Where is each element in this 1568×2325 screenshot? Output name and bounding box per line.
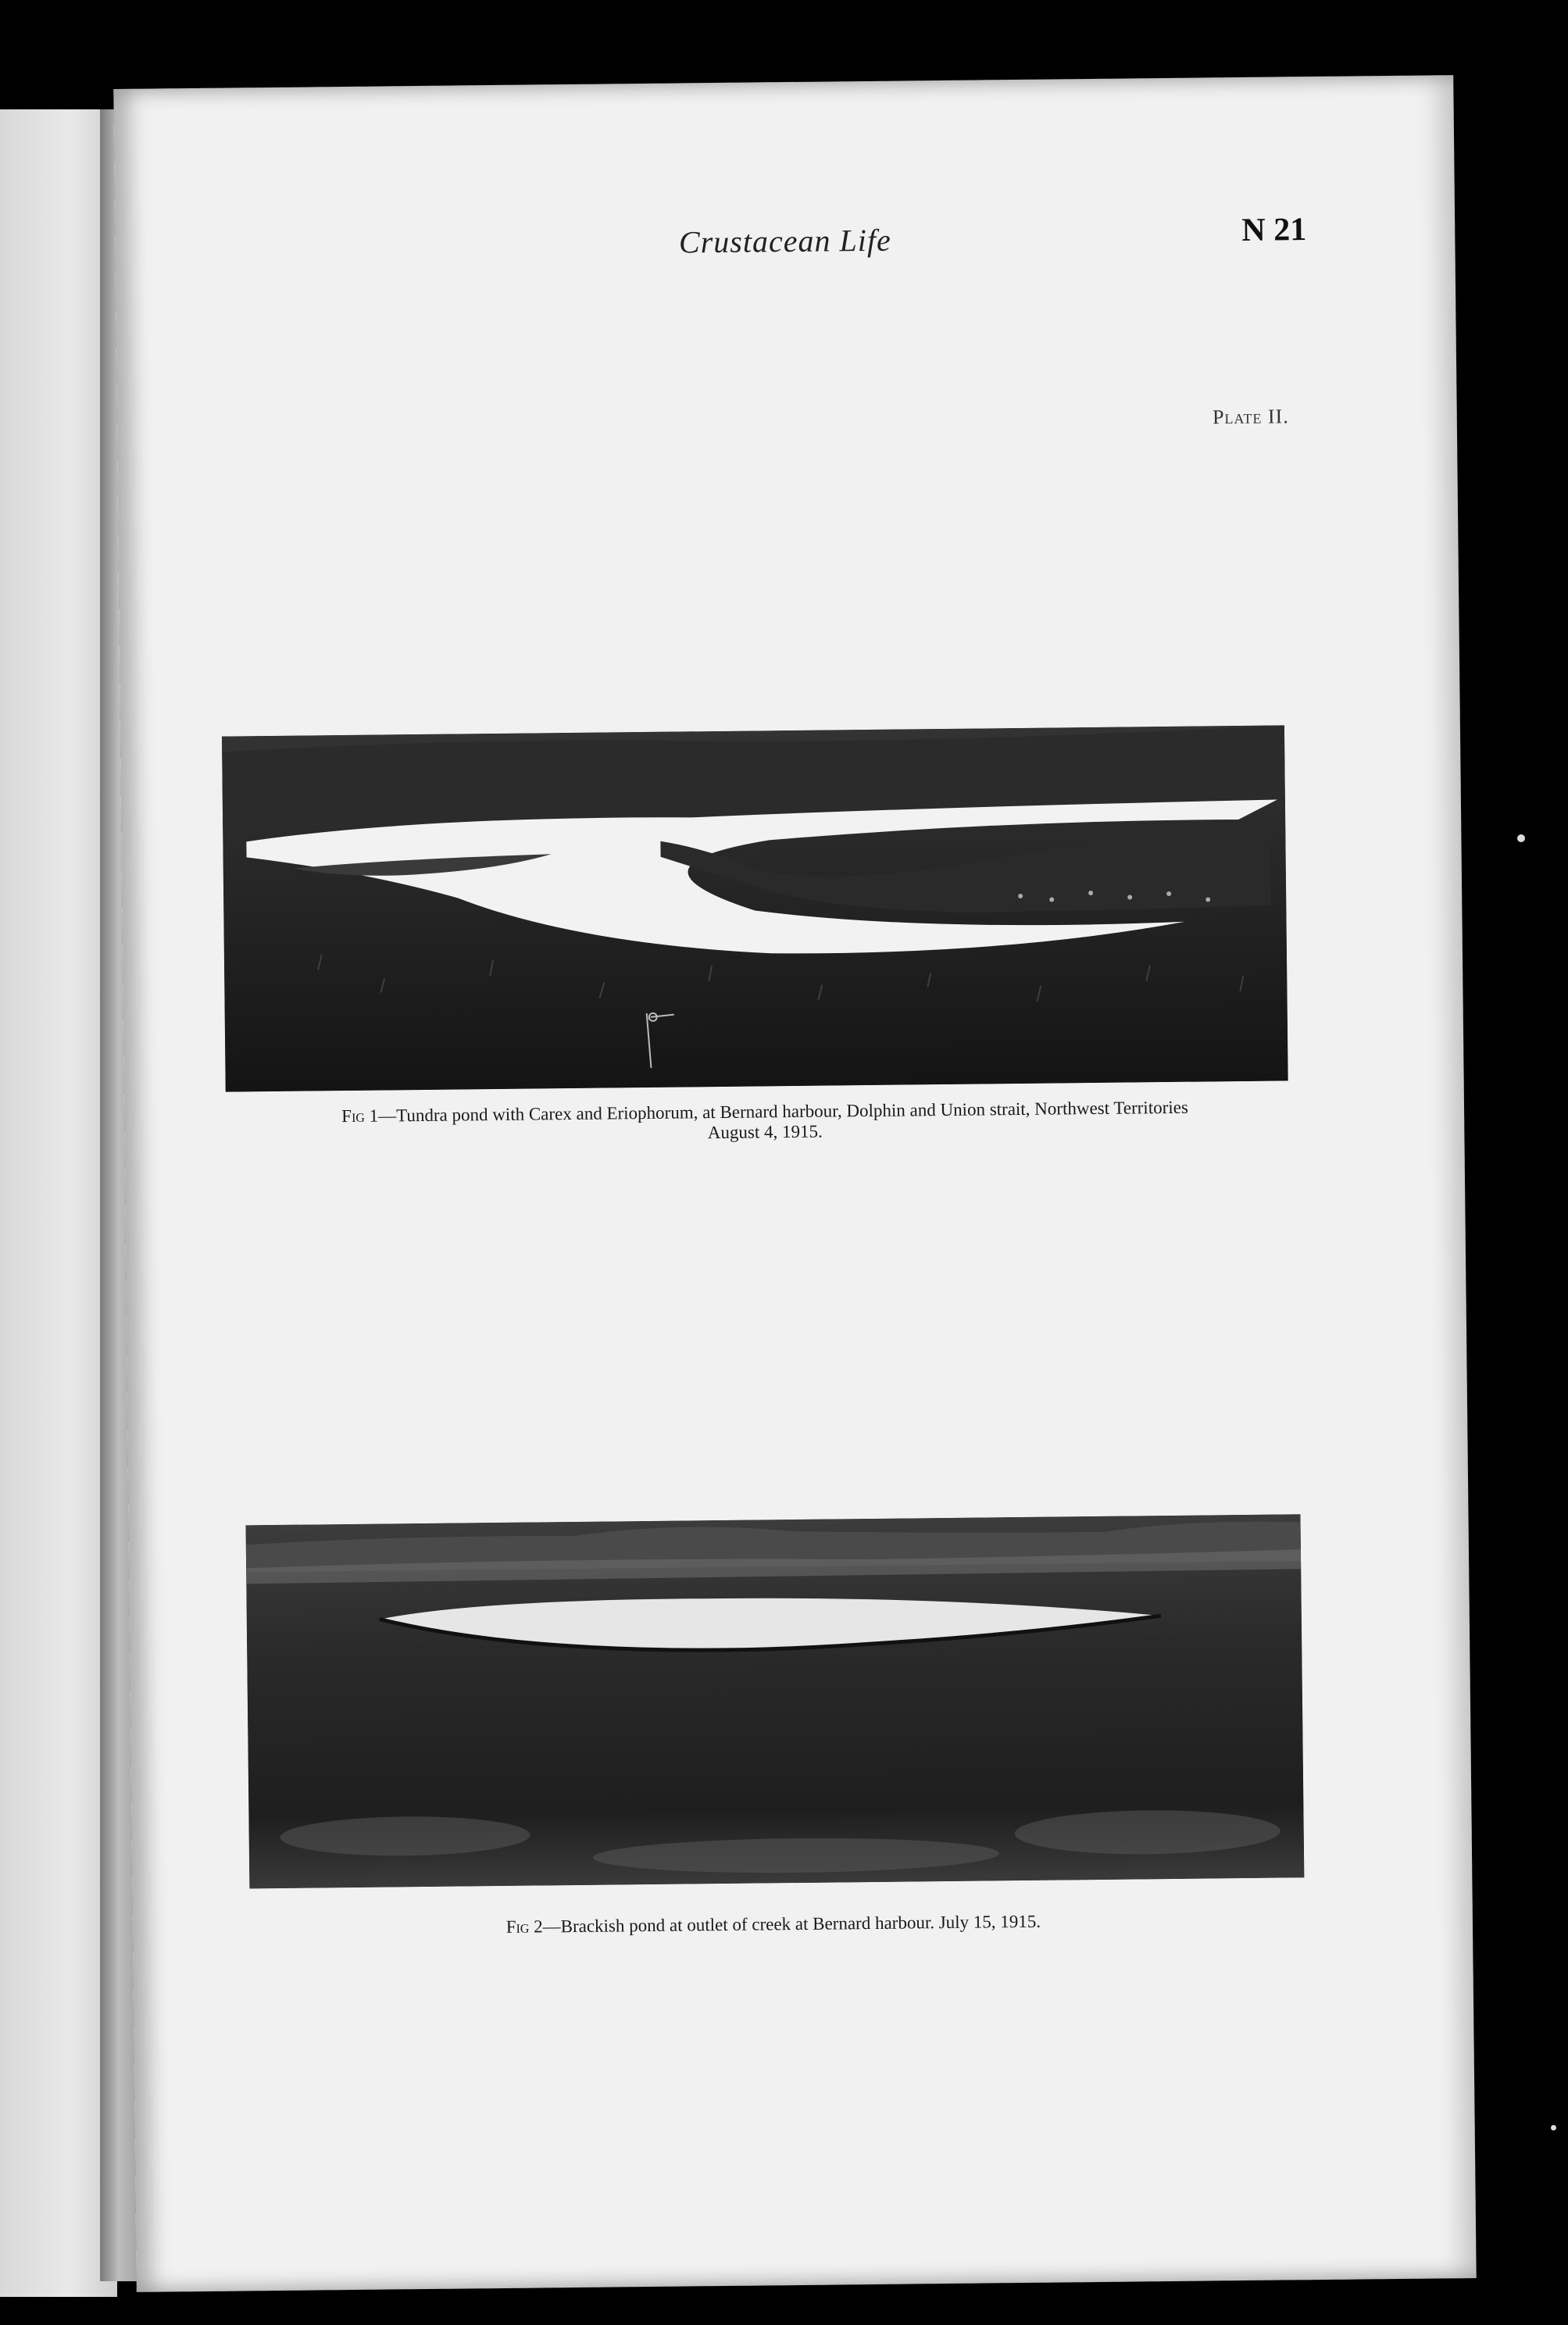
figure-1-caption [210, 1096, 1320, 1149]
figure-1-photo [222, 725, 1288, 1091]
running-head: Crustacean Life [678, 222, 891, 260]
figure-2-caption-text: —Brackish pond at outlet of creek at Bernard harbour. July 15, 1915. [542, 1911, 1041, 1937]
speck [1551, 2125, 1556, 2130]
figure-2-caption [219, 1909, 1328, 1941]
plate-label: Plate II. [1212, 405, 1289, 429]
book-page [113, 75, 1476, 2292]
tundra-pond-photo [222, 725, 1288, 1091]
page-number: N 21 [1241, 212, 1307, 248]
speck [1517, 834, 1525, 842]
figure-1-label: Fig 1 [341, 1105, 379, 1127]
figure-1-caption-date: August 4, 1915. [707, 1122, 823, 1143]
figure-2-photo [246, 1514, 1305, 1888]
figure-2-label: Fig 2 [505, 1916, 543, 1937]
figure-1-caption-text: —Tundra pond with Carex and Eriophorum, at Bernard harbour, Dolphin and Union strait, Northwest Territories [378, 1097, 1188, 1126]
brackish-pond-photo [246, 1514, 1305, 1888]
